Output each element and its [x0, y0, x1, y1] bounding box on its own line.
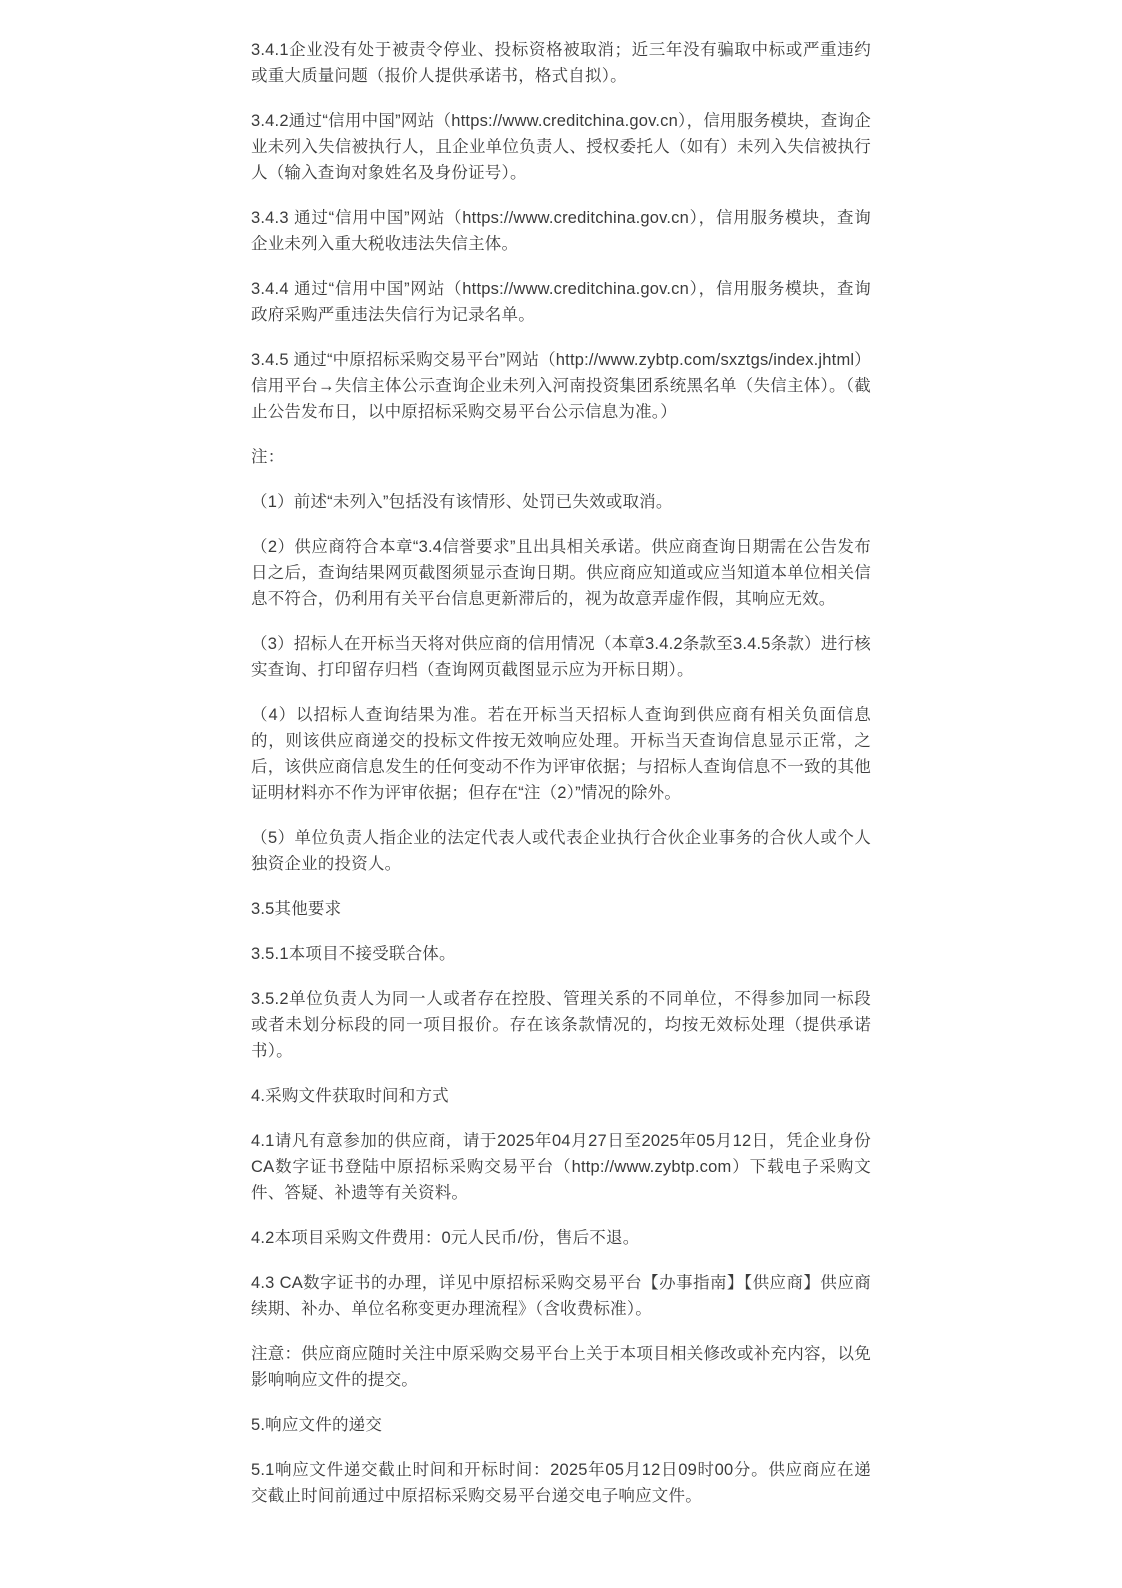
paragraph: （3）招标人在开标当天将对供应商的信用情况（本章3.4.2条款至3.4.5条款）进行核实查询、打印留存归档（查询网页截图显示应为开标日期）。 [251, 635, 871, 679]
paragraph: 3.4.2通过“信用中国”网站（https://www.creditchina.gov.cn），信用服务模块，查询企业未列入失信被执行人，且企业单位负责人、授权委托人（如有）未列入失信被执行人（输入查询对象姓名及身份证号）。 [251, 112, 871, 182]
paragraph: 3.4.4 通过“信用中国”网站（https://www.creditchina.gov.cn），信用服务模块，查询政府采购严重违法失信行为记录名单。 [251, 280, 871, 324]
paragraph: 3.5其他要求 [251, 900, 342, 918]
paragraph: 4.1请凡有意参加的供应商，请于2025年04月27日至2025年05月12日，凭企业身份CA数字证书登陆中原招标采购交易平台（http://www.zybtp.com）下载电子采购文件、答疑、补遗等有关资料。 [251, 1132, 871, 1202]
paragraph: 3.4.5 通过“中原招标采购交易平台”网站（http://www.zybtp.com/sxztgs/index.jhtml）信用平台→失信主体公示查询企业未列入河南投资集团系统黑名单（失信主体）。（截止公告发布日，以中原招标采购交易平台公示信息为准。） [251, 351, 871, 421]
paragraph: 3.4.3 通过“信用中国”网站（https://www.creditchina.gov.cn），信用服务模块，查询企业未列入重大税收违法失信主体。 [251, 209, 871, 253]
paragraph: 注： [251, 448, 285, 466]
paragraph: （1）前述“未列入”包括没有该情形、处罚已失效或取消。 [251, 493, 673, 511]
paragraph: （5）单位负责人指企业的法定代表人或代表企业执行合伙企业事务的合伙人或个人独资企业的投资人。 [251, 829, 871, 873]
paragraph: 3.4.1企业没有处于被责令停业、投标资格被取消；近三年没有骗取中标或严重违约或重大质量问题（报价人提供承诺书，格式自拟）。 [251, 41, 871, 85]
paragraph: 3.5.1本项目不接受联合体。 [251, 945, 456, 963]
paragraph: 3.5.2单位负责人为同一人或者存在控股、管理关系的不同单位，不得参加同一标段或者未划分标段的同一项目报价。存在该条款情况的，均按无效标处理（提供承诺书）。 [251, 990, 871, 1060]
paragraph: 4.3 CA数字证书的办理，详见中原招标采购交易平台【办事指南】【供应商】供应商续期、补办、单位名称变更办理流程》（含收费标准）。 [251, 1274, 871, 1318]
paragraph: 4.2本项目采购文件费用：0元人民币/份，售后不退。 [251, 1229, 640, 1247]
paragraph: 注意：供应商应随时关注中原采购交易平台上关于本项目相关修改或补充内容，以免影响响应文件的提交。 [251, 1345, 871, 1389]
paragraph: 5.响应文件的递交 [251, 1416, 383, 1434]
paragraph: （2）供应商符合本章“3.4信誉要求”且出具相关承诺。供应商查询日期需在公告发布日之后，查询结果网页截图须显示查询日期。供应商应知道或应当知道本单位相关信息不符合，仍利用有关平台信息更新滞后的，视为故意弄虚作假，其响应无效。 [251, 538, 871, 608]
paragraph: 4.采购文件获取时间和方式 [251, 1087, 449, 1105]
document-content [251, 0, 871, 1509]
paragraph: （4）以招标人查询结果为准。若在开标当天招标人查询到供应商有相关负面信息的，则该供应商递交的投标文件按无效响应处理。开标当天查询信息显示正常，之后，该供应商信息发生的任何变动不作为评审依据；与招标人查询信息不一致的其他证明材料亦不作为评审依据；但存在“注（2）”情况的除外。 [251, 706, 871, 802]
paragraph: 5.1响应文件递交截止时间和开标时间：2025年05月12日09时00分。供应商应在递交截止时间前通过中原招标采购交易平台递交电子响应文件。 [251, 1461, 871, 1505]
